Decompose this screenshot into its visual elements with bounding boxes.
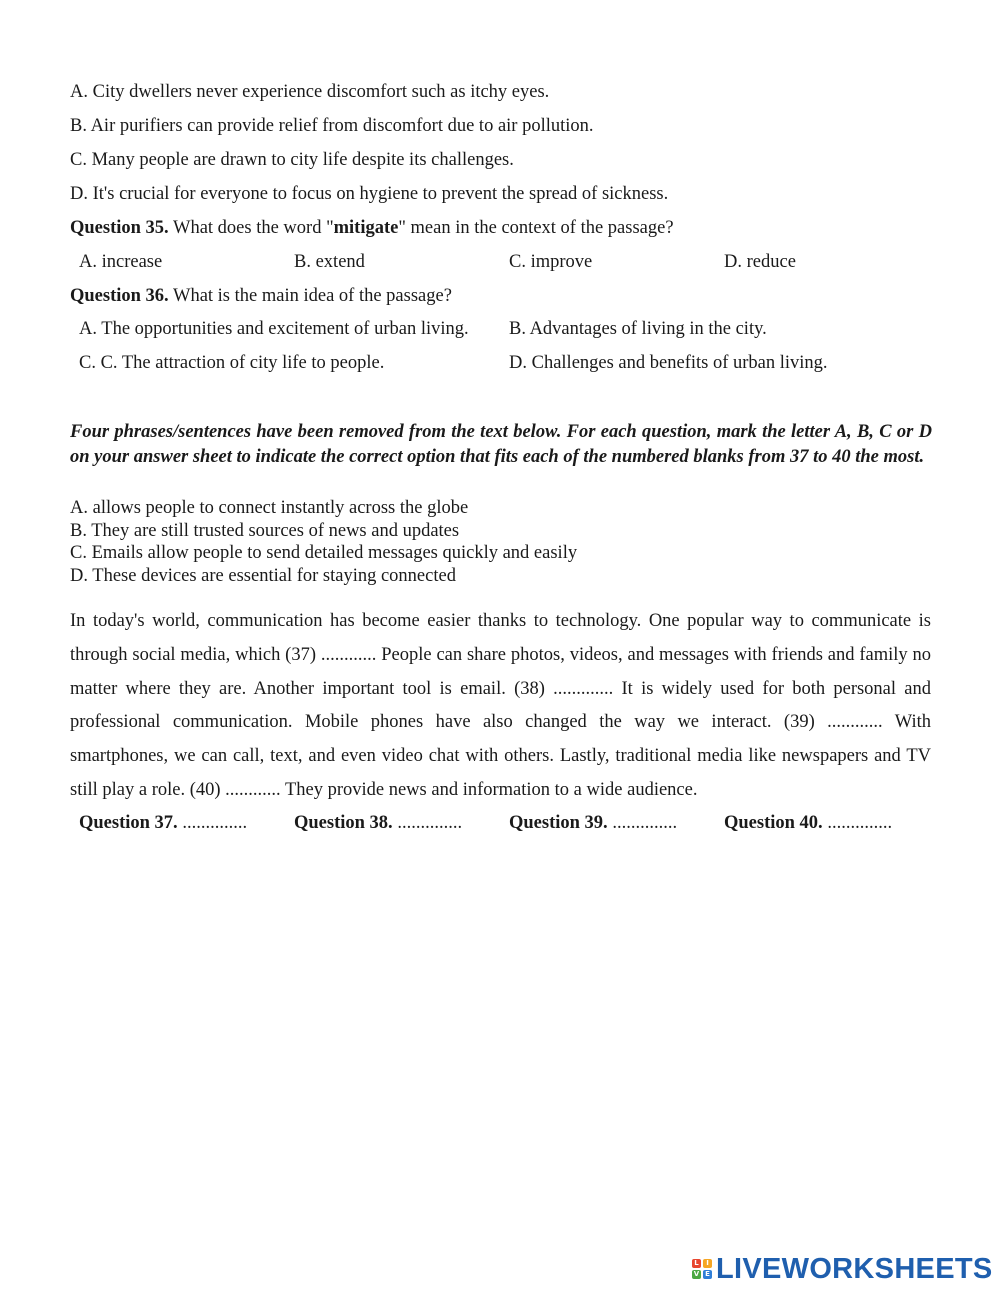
logo-mark-e: E [703,1270,712,1279]
answer-37-label: Question 37. [79,813,178,833]
q34-option-a[interactable]: A. City dwellers never experience discomfort such as itchy eyes. [70,82,550,102]
phrase-option-d: D. These devices are essential for staying connected [70,566,456,586]
answer-question-40[interactable] [724,813,892,834]
answer-38-label: Question 38. [294,813,393,833]
question-36-text: What is the main idea of the passage? [168,286,452,306]
logo-mark-v: V [693,1270,700,1278]
q34-option-d[interactable]: D. It's crucial for everyone to focus on hygiene to prevent the spread of sickness. [70,184,669,204]
question-36 [70,286,452,307]
question-35-text-before: What does the word " [168,218,334,238]
liveworksheets-mark-icon [692,1259,712,1279]
q34-option-b[interactable]: B. Air purifiers can provide relief from discomfort due to air pollution. [70,116,594,136]
answer-39-label: Question 39. [509,813,608,833]
reading-passage: In today's world, communication has become easier thanks to technology. One popular way to communicate is through social media, which (37) ............ People can share photos, videos, and messages with friends and family no matter where they are. Another important tool is email. (38) ............. It is widely used for both personal and professional communication. Mobile phones have also changed the way we interact. (39) ............ With smartphones, we can call, text, and even video chat with others. Lastly, traditional media like newspapers and TV still play a role. (40) ............ They provide news and information to a wide audience. [70,611,931,800]
answer-40-label: Question 40. [724,813,823,833]
question-35-text-after: " mean in the context of the passage? [398,218,674,238]
answer-question-37[interactable] [79,813,247,834]
q34-option-c[interactable]: C. Many people are drawn to city life despite its challenges. [70,150,514,170]
question-35 [70,218,674,239]
question-36-label: Question 36. [70,286,169,306]
q35-option-a[interactable]: A. increase [79,252,163,272]
answer-question-39[interactable] [509,813,677,834]
answer-question-38[interactable] [294,813,462,834]
q35-option-d[interactable]: D. reduce [724,252,796,272]
q36-option-c[interactable]: C. C. The attraction of city life to people. [79,353,385,373]
answer-40-blank[interactable]: .............. [822,813,893,833]
q36-option-b[interactable]: B. Advantages of living in the city. [509,319,767,339]
phrase-option-c: C. Emails allow people to send detailed messages quickly and easily [70,543,578,563]
q36-option-d[interactable]: D. Challenges and benefits of urban living. [509,353,828,373]
answer-38-blank[interactable]: .............. [392,813,463,833]
answer-39-blank[interactable]: .............. [607,813,678,833]
liveworksheets-wordmark: LIVEWORKSHEETS [716,1252,993,1285]
q36-option-a[interactable]: A. The opportunities and excitement of urban living. [79,319,469,339]
section-instructions: Four phrases/sentences have been removed from the text below. For each question, mark the letter A, B, C or D on your answer sheet to indicate the correct option that fits each of the numbered blanks from 37 to 40 the most. [70,422,932,467]
liveworksheets-logo [692,1252,993,1286]
answer-37-blank[interactable]: .............. [177,813,248,833]
phrase-option-b: B. They are still trusted sources of news and updates [70,521,460,541]
q35-option-c[interactable]: C. improve [509,252,593,272]
logo-mark-i: I [703,1259,712,1268]
phrase-option-a: A. allows people to connect instantly across the globe [70,498,469,518]
q35-option-b[interactable]: B. extend [294,252,365,272]
logo-mark-l: L [692,1259,701,1268]
question-35-keyword: mitigate [333,218,399,238]
question-35-label: Question 35. [70,218,169,238]
